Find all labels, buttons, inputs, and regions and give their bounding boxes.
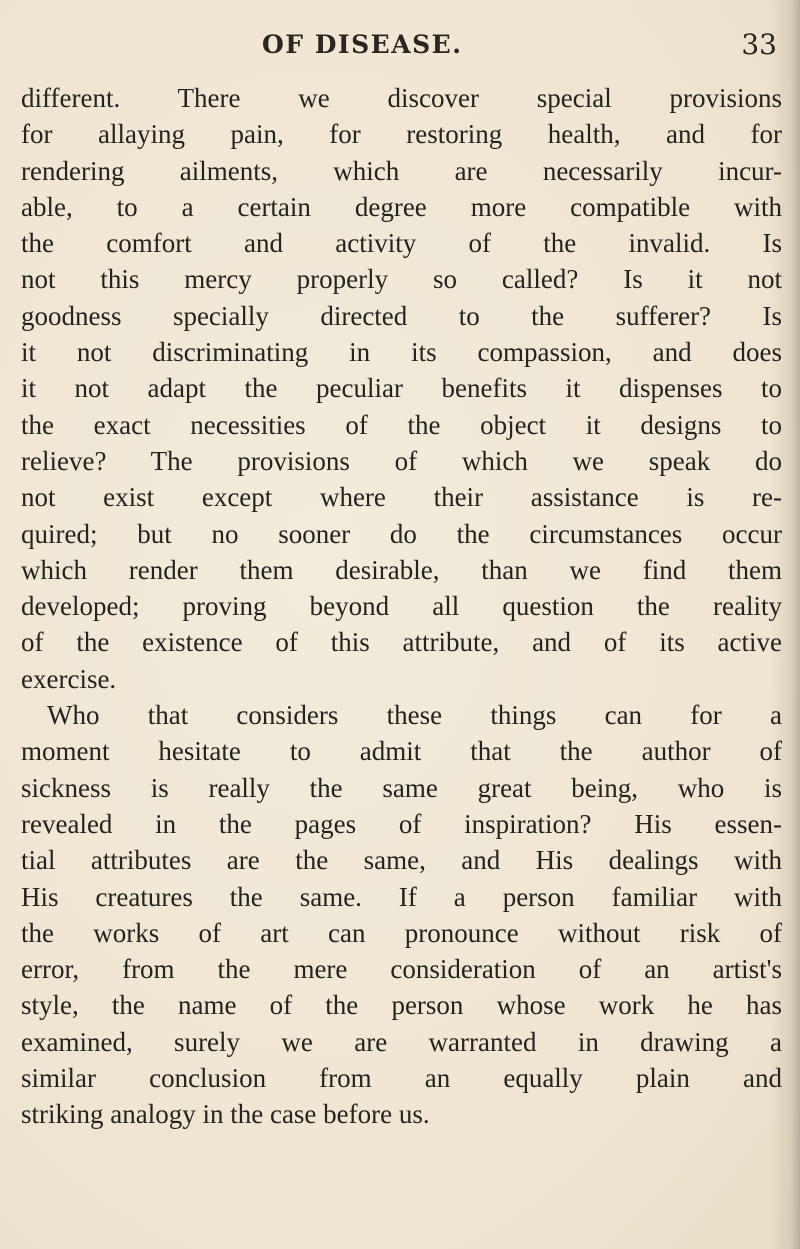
- running-head: OF DISEASE.: [262, 30, 463, 59]
- text-line: style, the name of the person whose work he has: [21, 990, 782, 1021]
- text-line: similar conclusion from an equally plain and: [21, 1063, 782, 1094]
- text-line: His creatures the same. If a person familiar with: [21, 881, 782, 912]
- text-line: sickness is really the same great being, who is: [21, 772, 782, 803]
- text-line: not exist except where their assistance is re-: [21, 482, 782, 513]
- text-line: moment hesitate to admit that the author of: [21, 736, 782, 767]
- text-line: which render them desirable, than we find them: [21, 554, 782, 585]
- text-line: able, to a certain degree more compatible with: [21, 191, 782, 222]
- text-line: examined, surely we are warranted in drawing a: [21, 1026, 782, 1057]
- text-line: tial attributes are the same, and His dealings with: [21, 845, 782, 876]
- text-line: different. There we discover special provisions: [21, 83, 782, 113]
- text-line: developed; proving beyond all question the reality: [21, 591, 782, 622]
- paragraph-end-line: exercise.: [21, 663, 117, 694]
- text-line: error, from the mere consideration of an artist's: [21, 954, 782, 985]
- page-header: [0, 26, 800, 66]
- text-line: the works of art can pronounce without risk of: [21, 917, 782, 948]
- page-number: 33: [741, 28, 777, 61]
- text-line: revealed in the pages of inspiration? His essen-: [21, 808, 782, 839]
- text-line: for allaying pain, for restoring health, and for: [21, 119, 782, 150]
- text-line: of the existence of this attribute, and of its active: [21, 627, 782, 658]
- text-line: the comfort and activity of the invalid. Is: [21, 228, 782, 259]
- text-line: not this mercy properly so called? Is it not: [21, 264, 782, 295]
- text-line: it not adapt the peculiar benefits it dispenses to: [21, 373, 782, 404]
- text-line: it not discriminating in its compassion, and does: [21, 337, 782, 368]
- paragraph-end-line: striking analogy in the case before us.: [21, 1099, 430, 1130]
- text-line: relieve? The provisions of which we speak do: [21, 445, 782, 476]
- text-line: rendering ailments, which are necessarily incur-: [21, 155, 782, 186]
- paragraph-start-line: Who that considers these things can for a: [47, 700, 782, 731]
- body-text: [21, 80, 782, 1133]
- text-line: goodness specially directed to the sufferer? Is: [21, 300, 782, 331]
- text-line: quired; but no sooner do the circumstances occur: [21, 518, 782, 549]
- text-line: the exact necessities of the object it designs to: [21, 409, 782, 440]
